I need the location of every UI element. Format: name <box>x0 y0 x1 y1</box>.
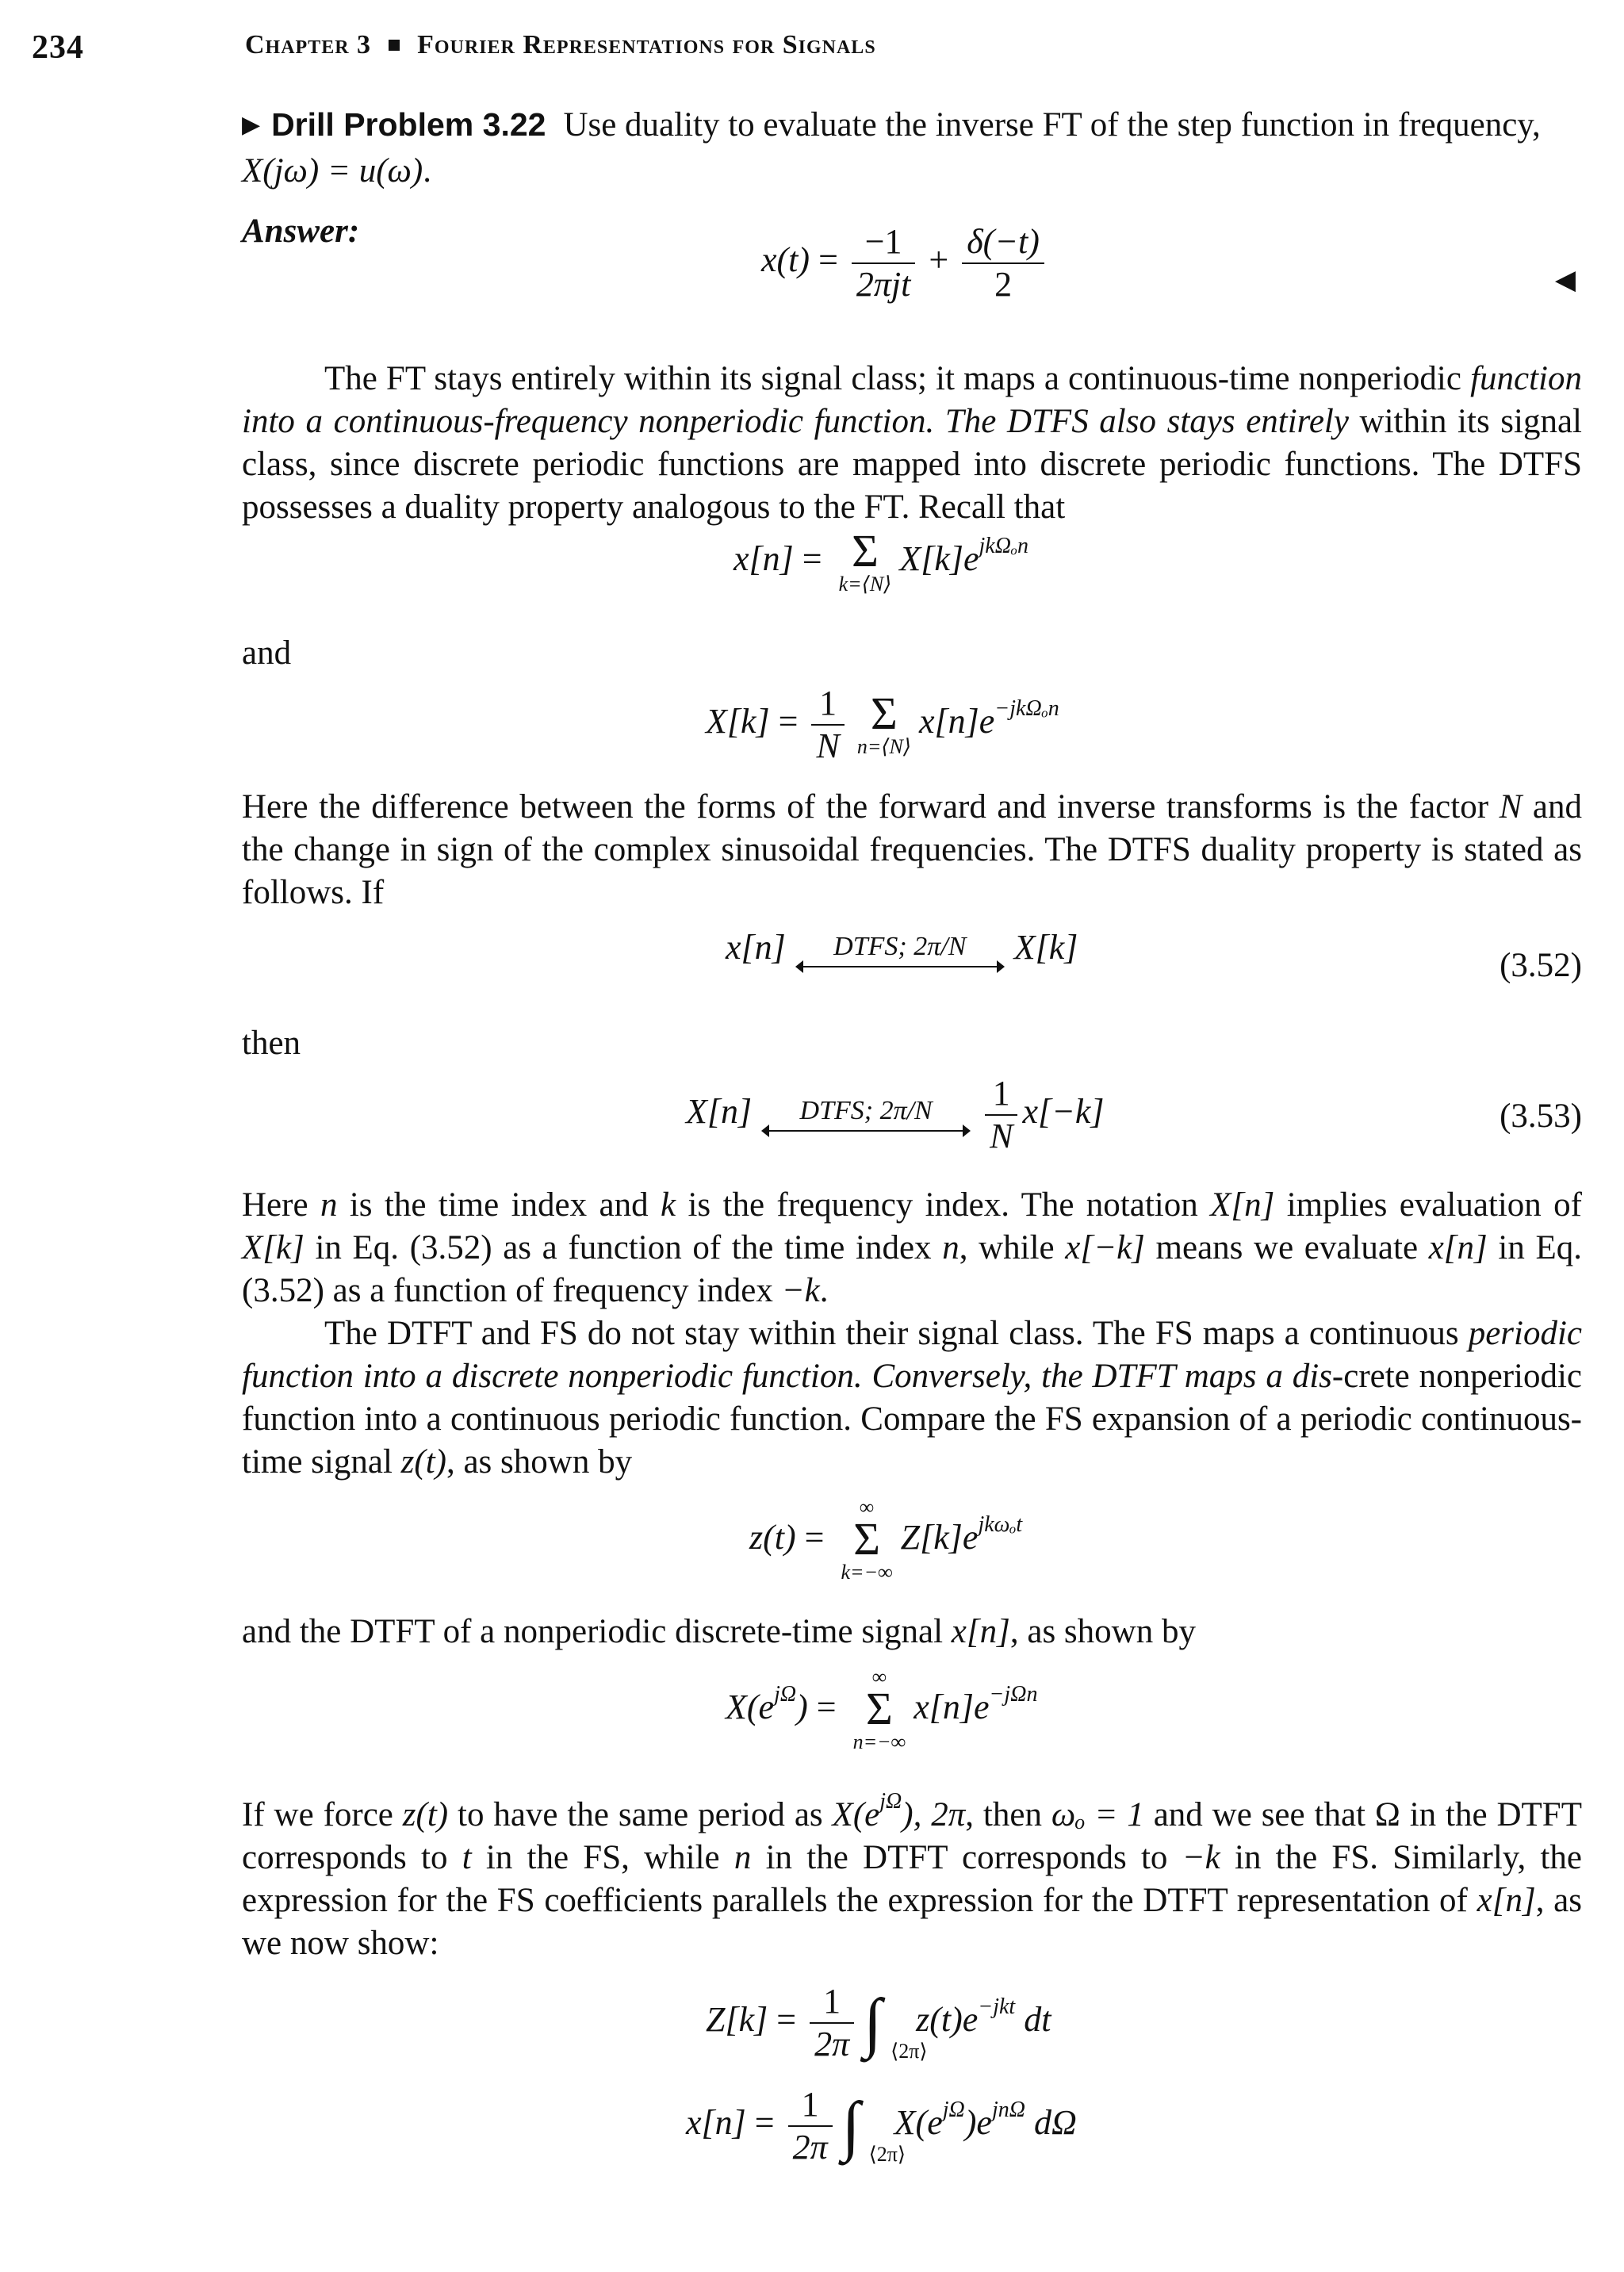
inverse-dtft-equation: x[n] = $\frac{1}{2\pi}$ ∫ ⟨2π⟩ $X(e^{j\Omega})e^{jn\Omega}$ dΩ <box>686 2085 1077 2167</box>
fs-expansion-equation: z(t) = ∞ Σ k=−∞ $Z[k]e^{jk\omega_ot}$ <box>749 1496 1023 1584</box>
and-text: and <box>242 634 292 672</box>
dtft-equation: $X(e^{j\Omega})$ = ∞ Σ n=−∞ $x[n]e^{-j\Omega n}$ <box>726 1665 1038 1753</box>
equation-3-52: x[n] DTFS; 2π/N X[k] (3.52) <box>726 928 1582 984</box>
end-of-problem-icon: ◀ <box>1554 266 1576 295</box>
page-body <box>242 103 1582 2187</box>
triangle-right-icon: ▶ <box>242 112 261 138</box>
dtfs-analysis-equation: X[k] = $\frac{1}{N}$ Σ n=⟨N⟩ $x[n]e^{-jk\Omega_on}$ <box>706 684 1059 765</box>
fs-coefficient-equation: Z[k] = $\frac{1}{2\pi}$ ∫ ⟨2π⟩ $z(t)e^{-jkt}$ dt <box>706 1982 1051 2063</box>
drill-expression: X(jω) = u(ω) <box>242 152 423 190</box>
equation-number: (3.52) <box>1500 947 1582 984</box>
paragraph-3: Here n is the time index and k is the frequency index. The notation X[n] implies evaluation of X[k] in Eq. (3.52) as a function of the time index n, while x[−k] means we evaluate x[n] in Eq. (3.52) as a function of frequency index −k. <box>242 1186 1583 1309</box>
paragraph-6: If we force z(t) to have the same period as $X(e^{j\Omega})$, 2π, then ωₒ = 1 and we see that Ω in the DTFT corresponds to t in the FS, while n in the DTFT corresponds to −k in the FS. Similarly, the expression for the FS coefficients parallels the expression for the DTFT representation of x[n], as we now show: <box>242 1789 1582 1962</box>
square-bullet-icon <box>389 40 400 51</box>
chapter-title: Fourier Representations for Signals <box>417 30 876 59</box>
then-text: then <box>242 1025 301 1062</box>
answer-label: Answer: <box>242 213 360 250</box>
answer-equation: x(t) = $\frac{-1}{\text{2πjt}}$ + $\frac{\delta(-t)}{2}$ ◀ <box>761 222 1576 304</box>
paragraph-2: Here the difference between the forms of the forward and inverse transforms is the factor N and the change in sign of the complex sinusoidal frequencies. The DTFS duality property is stated as follows. If <box>242 788 1582 911</box>
chapter-label: Chapter 3 <box>245 30 372 59</box>
running-head <box>245 30 876 60</box>
page-number: 234 <box>32 29 84 66</box>
paragraph-5: and the DTFT of a nonperiodic discrete-time signal x[n], as shown by <box>242 1613 1196 1650</box>
drill-problem: ▶ Drill Problem 3.22 Use duality to evaluate the inverse FT of the step function in frequency, X(jω) = u(ω). <box>242 106 1541 190</box>
dtfs-synthesis-equation: x[n] = Σ k=⟨N⟩ $X[k]e^{jk\Omega_on}$ <box>733 525 1028 596</box>
equation-3-53: X[n] DTFS; 2π/N $\frac{1}{N}$ x[−k] (3.53) <box>686 1074 1582 1155</box>
paragraph-1: The FT stays entirely within its signal class; it maps a continuous-time nonperiodic function into a continuous-frequency nonperiodic function. The DTFS also stays entirely within its signal class, since discrete periodic functions are mapped into discrete periodic functions. The DTFS possesses a duality property analogous to the FT. Recall that <box>242 360 1582 526</box>
drill-title: Drill Problem 3.22 <box>271 106 546 143</box>
equation-number: (3.53) <box>1500 1098 1582 1135</box>
paragraph-4: The DTFT and FS do not stay within their signal class. The FS maps a continuous periodic function into a discrete nonperiodic function. Conversely, the DTFT maps a dis-crete nonperiodic function into a continuous periodic function. Compare the FS expansion of a periodic continuous-time signal z(t), as shown by <box>242 1315 1582 1481</box>
